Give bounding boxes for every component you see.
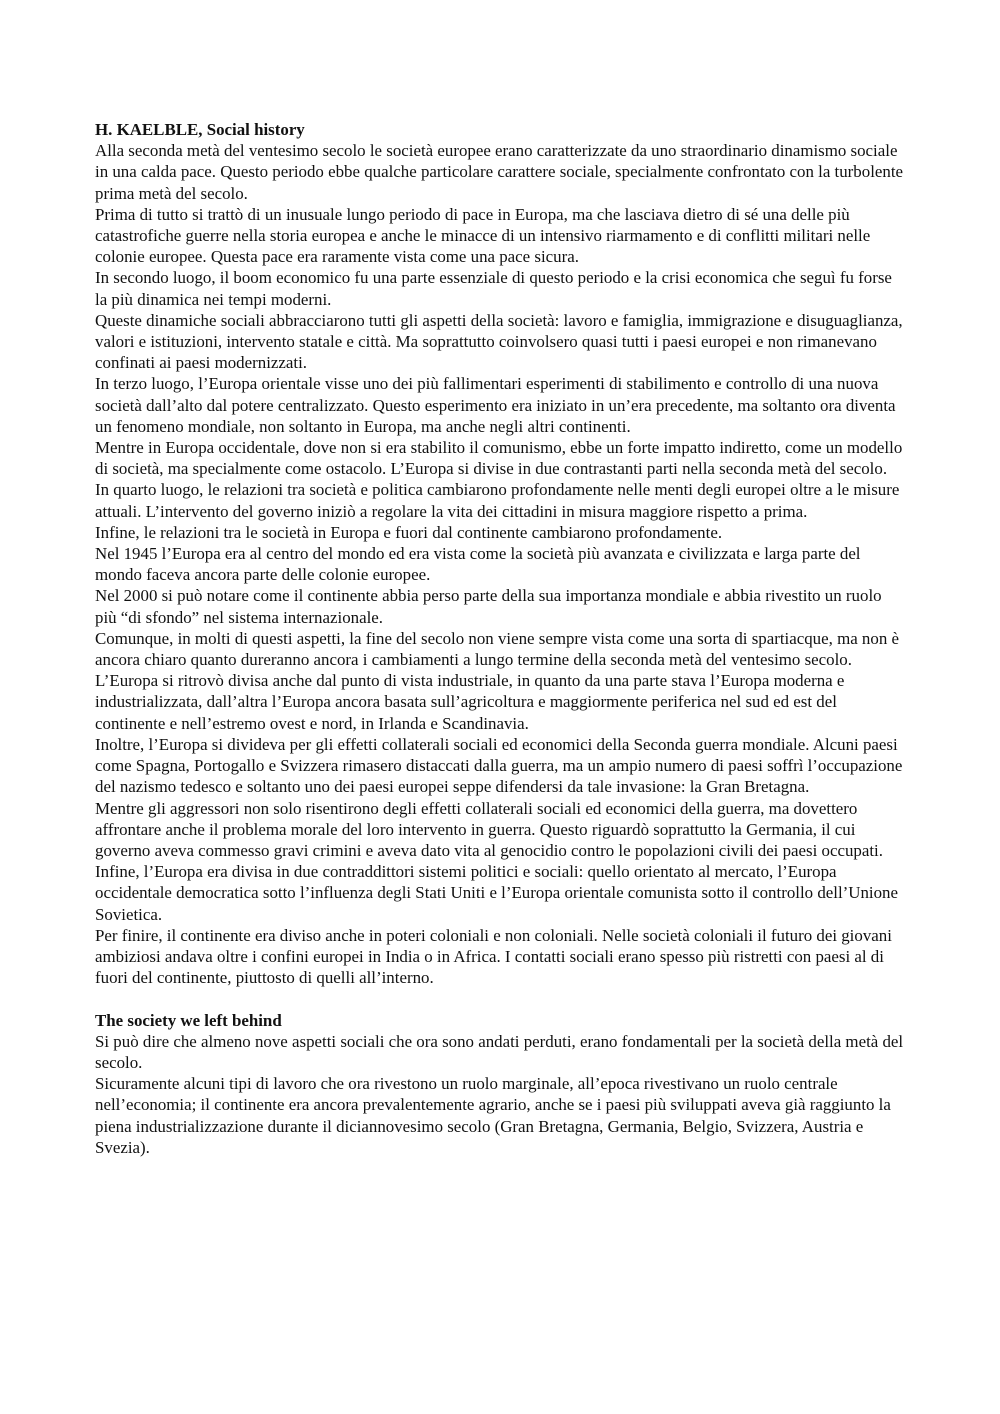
paragraph: In terzo luogo, l’Europa orientale visse uno dei più fallimentari esperimenti di stabilimento e controllo di una nuova società dall’alto dal potere centralizzato. Questo esperimento era iniziato in un’era precedente, ma soltanto ora diventa un fenomeno mondiale, non soltanto in Europa, ma anche negli altri continenti. [95,374,896,436]
paragraph: In quarto luogo, le relazioni tra società e politica cambiarono profondamente nelle menti degli europei oltre a le misure attuali. L’intervento del governo iniziò a regolare la vita dei cittadini in misura maggiore rispetto a prima. [95,480,900,521]
paragraph: Infine, l’Europa era divisa in due contraddittori sistemi politici e sociali: quello orientato al mercato, l’Europa occidentale democratica sotto l’influenza degli Stati Uniti e l’Europa orientale comunista sotto il controllo dell’Unione Sovietica. [95,862,898,924]
paragraph: Nel 2000 si può notare come il continente abbia perso parte della sua importanza mondiale e abbia rivestito un ruolo più “di sfondo” nel sistema internazionale. [95,586,882,627]
section-spacer [95,988,907,1009]
paragraph: L’Europa si ritrovò divisa anche dal punto di vista industriale, in quanto da una parte stava l’Europa moderna e industrializzata, dall’altra l’Europa ancora basata sull’agricoltura e maggiormente periferica nel sud ed est del continente e nell’estremo ovest e nord, in Irlanda e Scandinavia. [95,671,845,733]
paragraph: Si può dire che almeno nove aspetti sociali che ora sono andati perduti, erano fondamentali per la società della metà del secolo. [95,1031,904,1072]
paragraph: Sicuramente alcuni tipi di lavoro che ora rivestono un ruolo marginale, all’epoca rivestivano un ruolo centrale nell’economia; il continente era ancora prevalentemente agrario, anche se i paesi più sviluppati aveva già raggiunto la piena industrializzazione durante il diciannovesimo secolo (Gran Bretagna, Germania, Belgio, Svizzera, Austria e Svezia). [95,1074,891,1157]
section-title-society: The society we left behind [95,1010,282,1030]
paragraph: Prima di tutto si trattò di un inusuale lungo periodo di pace in Europa, ma che lasciava dietro di sé una delle più catastrofiche guerre nella storia europea e anche le minacce di un intensivo riarmamento e di conflitti militari nelle colonie europee. Questa pace era raramente vista come una pace sicura. [95,204,871,267]
paragraph: Infine, le relazioni tra le società in Europa e fuori dal continente cambiarono profondamente. [95,522,723,542]
paragraph: Queste dinamiche sociali abbracciarono tutti gli aspetti della società: lavoro e famiglia, immigrazione e disuguaglianza, valori e istituzioni, intervento statale e città. Ma soprattutto coinvolsero quasi tutti i paesi europei e non rimanevano confinati ai paesi modernizzati. [95,310,903,373]
paragraph: Alla seconda metà del ventesimo secolo le società europee erano caratterizzate da uno straordinario dinamismo sociale in una calda pace. Questo periodo ebbe qualche particolare carattere sociale, specialmente confrontato con la turbolente prima metà del secolo. [95,141,904,203]
paragraph: In secondo luogo, il boom economico fu una parte essenziale di questo periodo e la crisi economica che seguì fu forse la più dinamica nei tempi moderni. [95,268,892,309]
paragraph: Mentre gli aggressori non solo risentirono degli effetti collaterali sociali ed economici della guerra, ma dovettero affrontare anche il problema morale del loro intervento in guerra. Questo riguardò soprattutto la Germania, il cui governo aveva commesso gravi crimini e aveva dato vita al genocidio contro le popolazioni civili dei paesi occupati. [95,798,883,860]
paragraph: Inoltre, l’Europa si divideva per gli effetti collaterali sociali ed economici della Seconda guerra mondiale. Alcuni paesi come Spagna, Portogallo e Svizzera rimasero distaccati dalla guerra, ma un ampio numero di paesi soffrì l’occupazione del nazismo tedesco e soltanto uno dei paesi europei seppe difendersi da tale invasione: la Gran Bretagna. [95,734,903,797]
paragraph: Per finire, il continente era diviso anche in poteri coloniali e non coloniali. Nelle società coloniali il futuro dei giovani ambiziosi andava oltre i confini europei in India o in Africa. I contatti sociali erano spesso più ristretti con paesi al di fuori del continente, piuttosto di quelli all’interno. [95,925,892,988]
paragraph: Comunque, in molti di questi aspetti, la fine del secolo non viene sempre vista come una sorta di spartiacque, ma non è ancora chiaro quanto dureranno ancora i cambiamenti a lungo termine della seconda metà del ventesimo secolo. [95,628,899,670]
paragraph: Nel 1945 l’Europa era al centro del mondo ed era vista come la società più avanzata e civilizzata e larga parte del mondo faceva ancora parte delle colonie europee. [95,544,861,585]
section-title-kaelble: H. KAELBLE, Social history [95,120,305,139]
document-page [95,119,907,1158]
paragraph: Mentre in Europa occidentale, dove non si era stabilito il comunismo, ebbe un forte impatto indiretto, come un modello di società, ma specialmente come ostacolo. L’Europa si divise in due contrastanti parti nella seconda metà del secolo. [95,438,903,479]
